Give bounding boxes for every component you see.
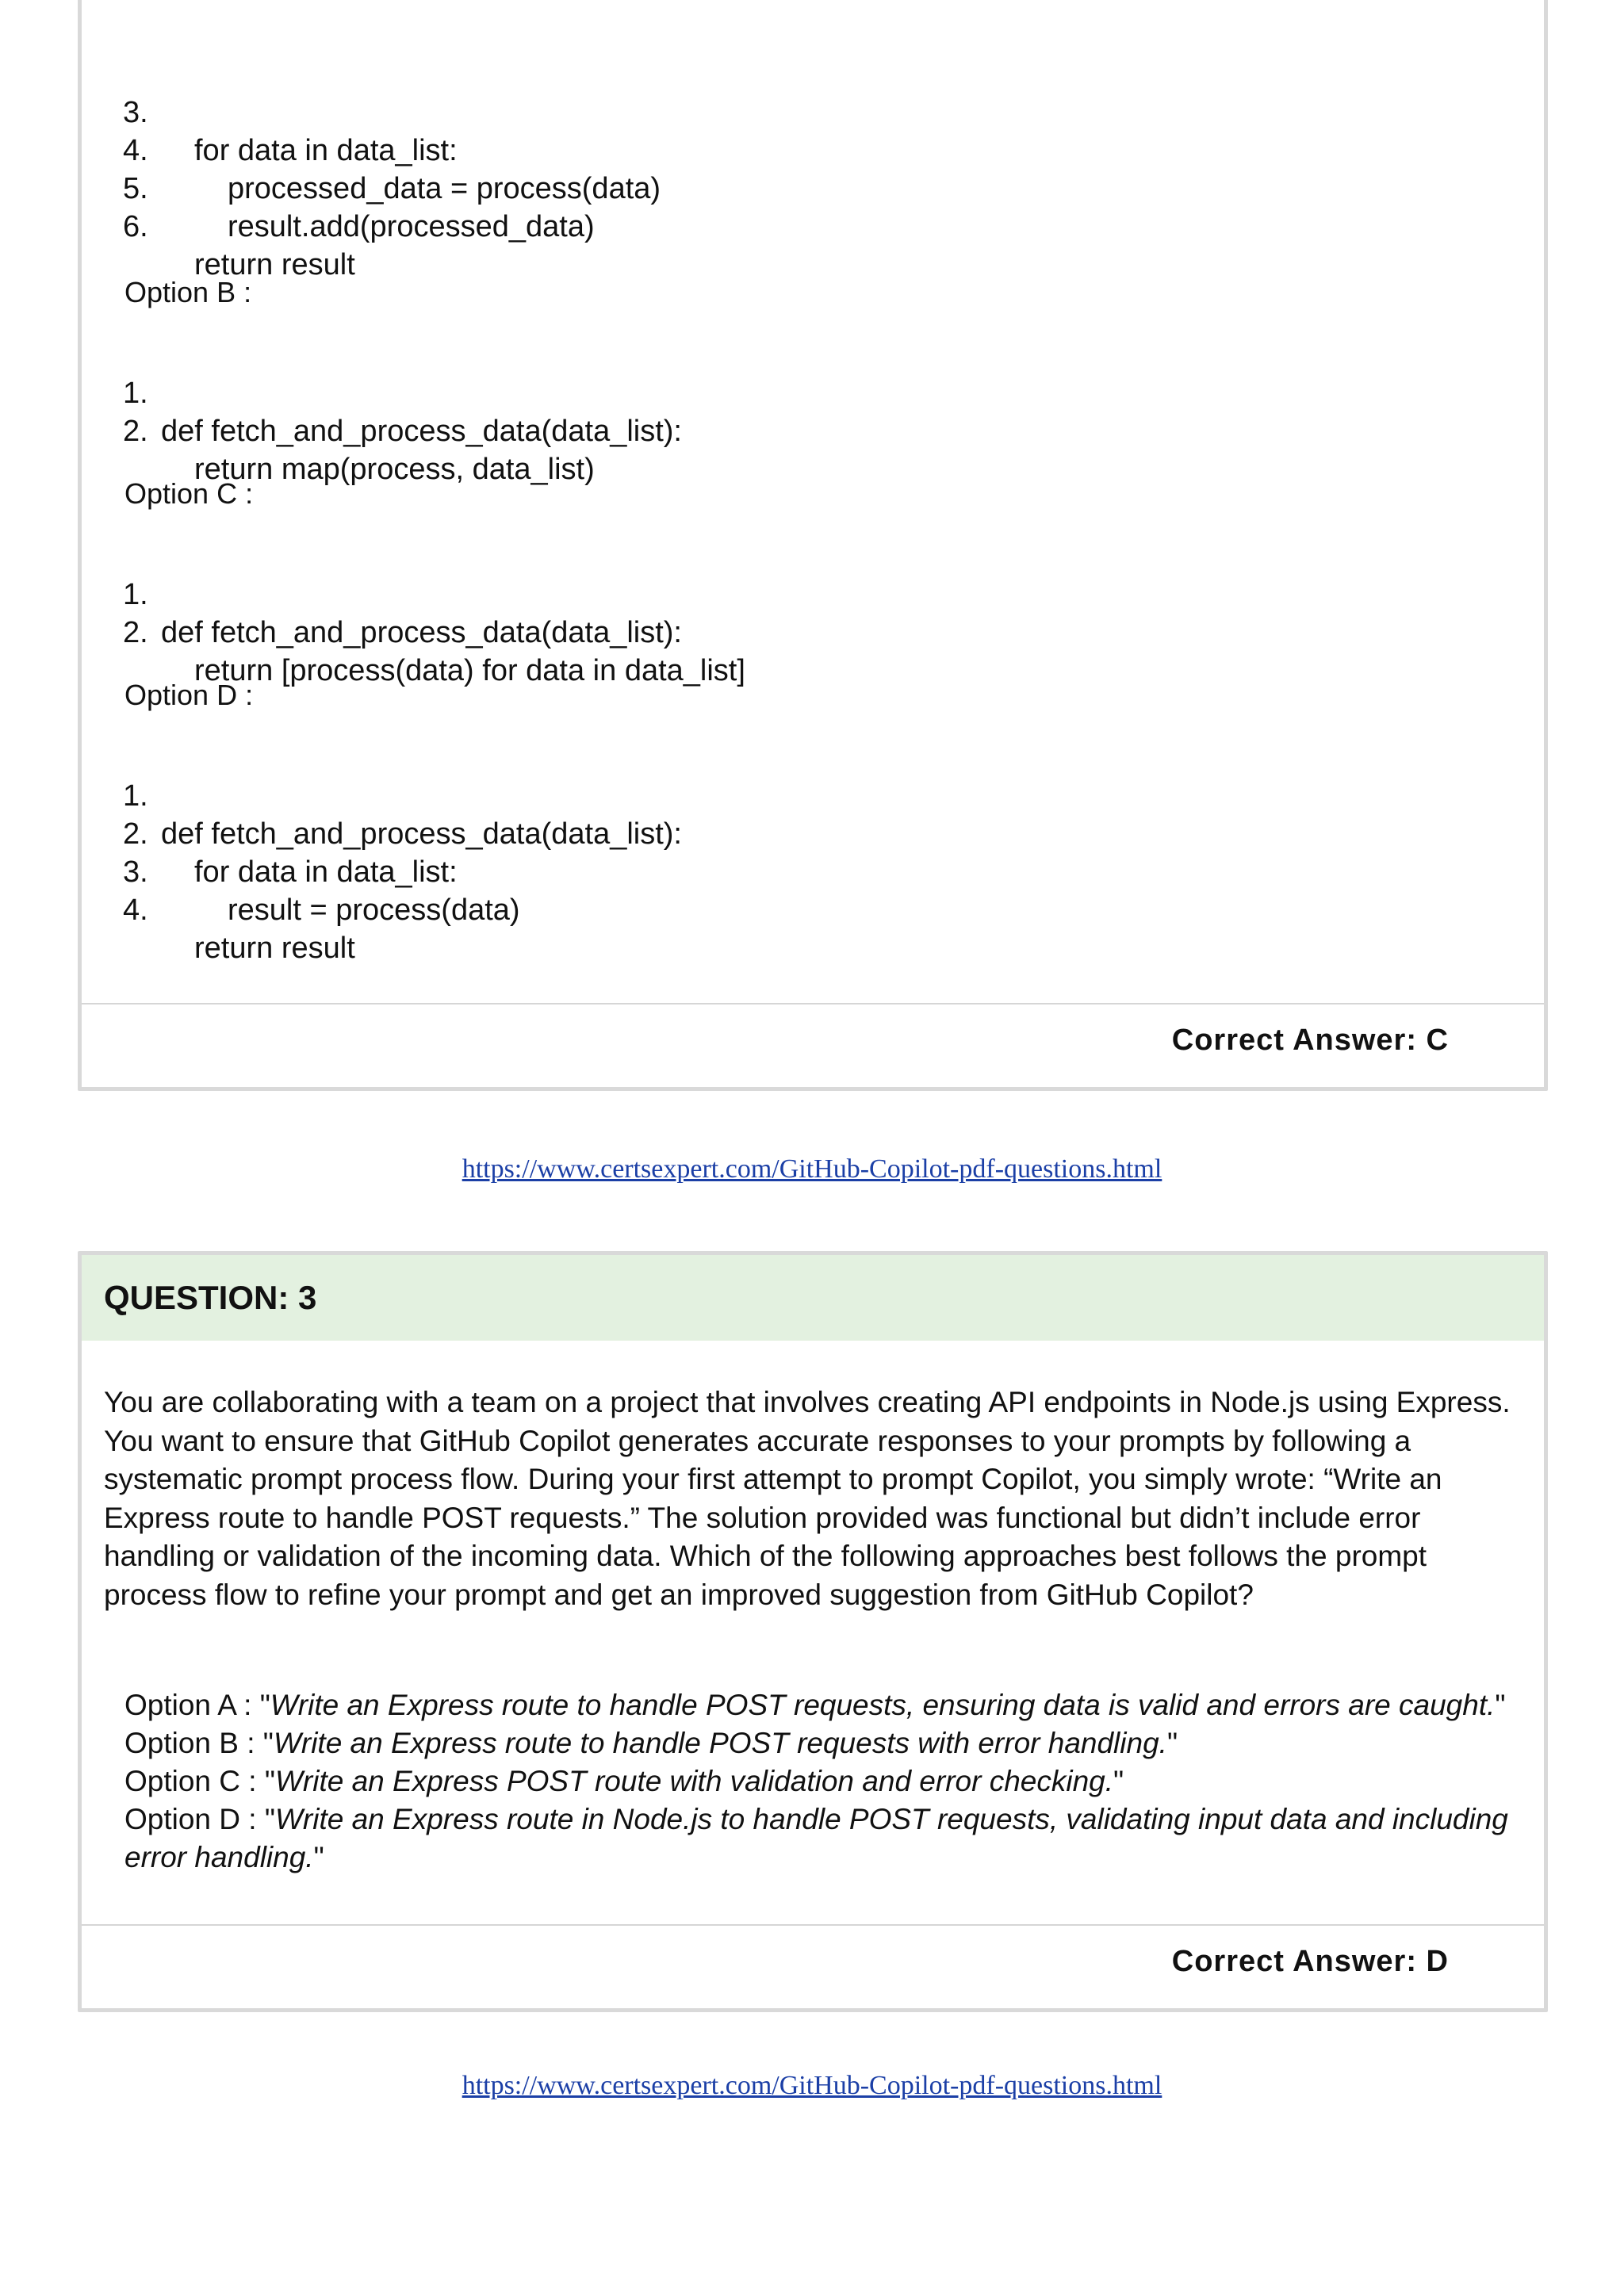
- code-line: [123, 538, 682, 649]
- code-block-continued: [123, 55, 661, 281]
- option-prefix: Option B : ": [124, 1727, 274, 1759]
- answer-bar: [82, 1003, 1544, 1087]
- code-line: [123, 739, 682, 851]
- line-number: 5.: [123, 172, 148, 205]
- line-number: 2.: [123, 415, 148, 448]
- option-a: [124, 1686, 1528, 1724]
- option-b: [124, 1724, 1528, 1762]
- correct-answer: Correct Answer: C: [1171, 1024, 1449, 1057]
- option-prefix: Option D : ": [124, 1803, 275, 1835]
- option-c: [124, 1762, 1528, 1800]
- option-b-label: Option B :: [124, 276, 252, 308]
- certsexpert-link[interactable]: https://www.certsexpert.com/GitHub-Copilot-pdf-questions.html: [462, 2071, 1162, 2100]
- code-text: return result: [194, 248, 355, 281]
- code-line: [123, 336, 682, 448]
- option-prefix: Option C : ": [124, 1765, 275, 1797]
- option-suffix: ": [1495, 1689, 1506, 1721]
- option-quote: Write an Express route to handle POST requests with error handling.: [273, 1727, 1167, 1759]
- question-header: [82, 1255, 1544, 1341]
- certsexpert-link[interactable]: https://www.certsexpert.com/GitHub-Copilot-pdf-questions.html: [462, 1154, 1162, 1184]
- code-text: for data in data_list:: [194, 855, 458, 889]
- code-block-option-c: [123, 538, 745, 687]
- code-text: result.add(processed_data): [228, 210, 595, 243]
- option-suffix: ": [1166, 1727, 1178, 1759]
- question-text: You are collaborating with a team on a project that involves creating API endpoints in Node.js using Express. You want to ensure that GitHub Copilot generates accurate responses to your prompts by following a systematic prompt process flow. During your first attempt to prompt Copilot, you simply wrote: “Write an Express route to handle POST requests.” The solution provided was functional but didn’t include error handling or validation of the incoming data. Which of the following approaches best follows the prompt process flow to refine your prompt and get an improved suggestion from GitHub Copilot?: [104, 1386, 1511, 1611]
- question-card-3: [78, 1251, 1548, 2012]
- code-line: [123, 55, 458, 167]
- line-number: 1.: [123, 779, 148, 813]
- line-number: 3.: [123, 96, 148, 129]
- code-text: def fetch_and_process_data(data_list):: [161, 415, 682, 448]
- option-quote: Write an Express route in Node.js to handle POST requests, validating input data and including error handling.: [124, 1803, 1508, 1873]
- line-number: 4.: [123, 894, 148, 927]
- option-prefix: Option A : ": [124, 1689, 270, 1721]
- option-suffix: ": [313, 1841, 324, 1873]
- option-quote: Write an Express route to handle POST requests, ensuring data is valid and errors are caught.: [270, 1689, 1496, 1721]
- code-block-option-d: [123, 739, 682, 965]
- option-c-label: Option C :: [124, 477, 254, 510]
- code-text: def fetch_and_process_data(data_list):: [161, 817, 682, 851]
- code-text: def fetch_and_process_data(data_list):: [161, 616, 682, 649]
- line-number: 1.: [123, 377, 148, 410]
- code-text: result = process(data): [228, 894, 520, 927]
- option-quote: Write an Express POST route with validation and error checking.: [275, 1765, 1114, 1797]
- option-d: [124, 1800, 1528, 1877]
- code-line: [123, 170, 355, 281]
- option-suffix: ": [1113, 1765, 1124, 1797]
- code-text: return map(process, data_list): [194, 453, 595, 486]
- line-number: 6.: [123, 210, 148, 243]
- code-block-option-b: [123, 336, 682, 486]
- code-text: return result: [194, 932, 355, 965]
- code-text: return [process(data) for data in data_list]: [194, 654, 745, 687]
- option-d-label: Option D :: [124, 679, 254, 711]
- line-number: 1.: [123, 578, 148, 611]
- line-number: 2.: [123, 817, 148, 851]
- question-title: QUESTION: 3: [104, 1279, 317, 1316]
- question-options: [124, 1686, 1528, 1877]
- code-text: processed_data = process(data): [228, 172, 661, 205]
- answer-bar: [82, 1924, 1544, 2008]
- code-text: for data in data_list:: [194, 134, 458, 167]
- line-number: 3.: [123, 855, 148, 889]
- line-number: 4.: [123, 134, 148, 167]
- question-card-previous: [78, 0, 1548, 1091]
- line-number: 2.: [123, 616, 148, 649]
- correct-answer: Correct Answer: D: [1171, 1945, 1449, 1978]
